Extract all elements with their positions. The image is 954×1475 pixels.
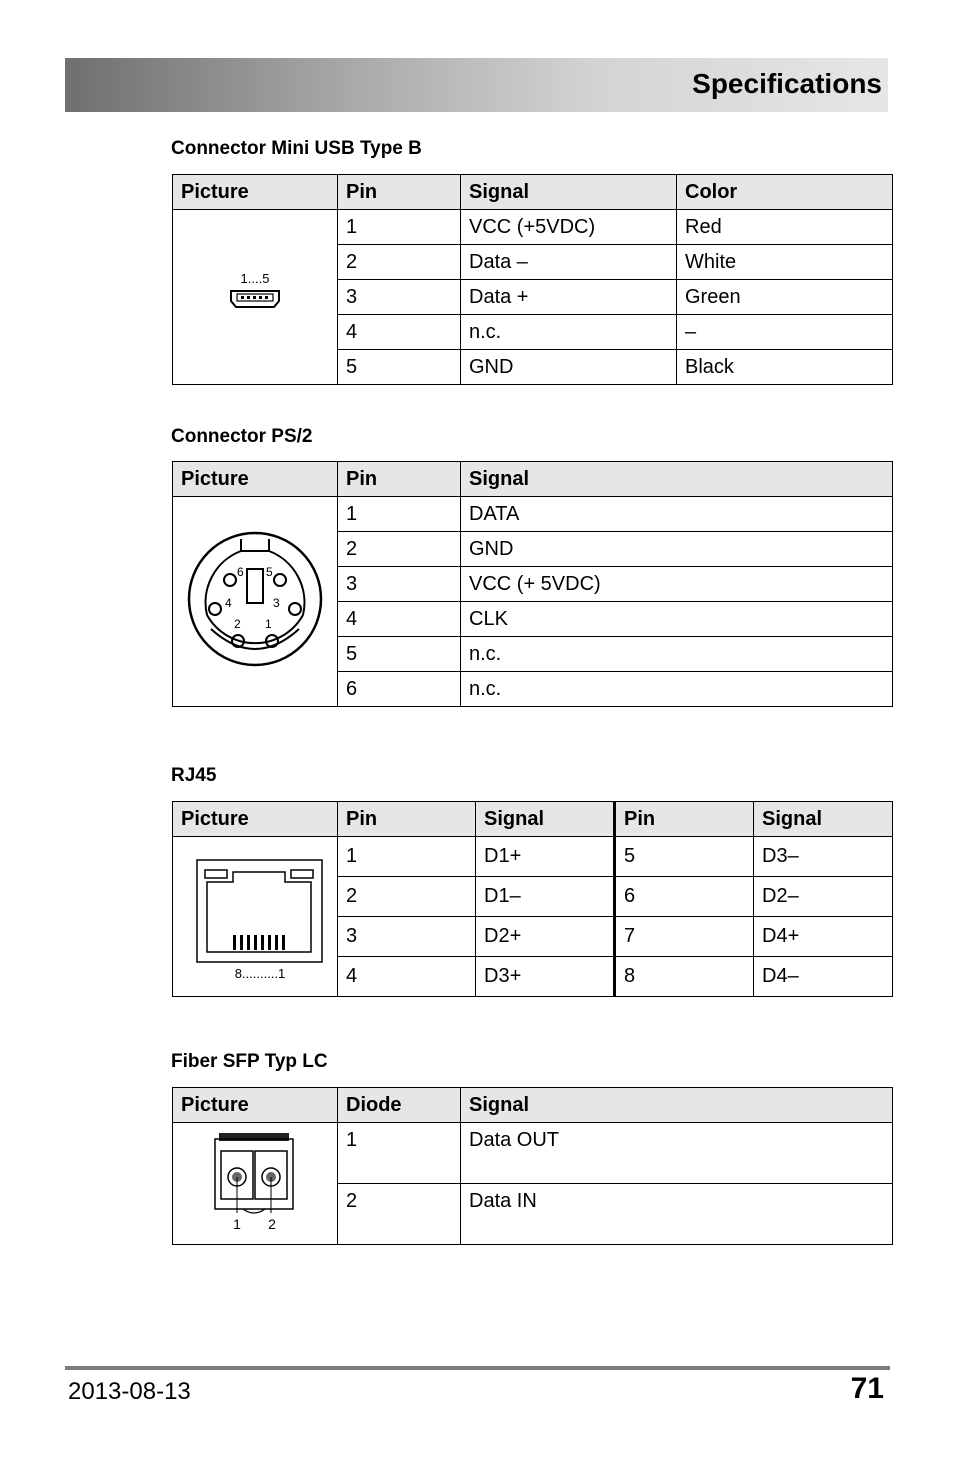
column-header: Pin	[338, 802, 476, 837]
pin-cell: 3	[338, 567, 461, 602]
usb-table	[172, 174, 893, 385]
ps2-pin-number: 4	[225, 595, 232, 610]
pin-cell: 4	[338, 957, 476, 997]
sfp-connector-picture	[173, 1123, 338, 1245]
column-header: Diode	[338, 1088, 461, 1123]
table-row	[173, 1123, 893, 1184]
column-header: Picture	[173, 802, 338, 837]
usb-section-title: Connector Mini USB Type B	[171, 138, 422, 159]
pin-cell: 4	[338, 602, 461, 637]
column-header: Picture	[173, 175, 338, 210]
signal-cell: D3–	[754, 837, 893, 877]
signal-cell: D1–	[476, 877, 615, 917]
signal-cell: VCC (+ 5VDC)	[461, 567, 893, 602]
pin-cell: 4	[338, 315, 461, 350]
sfp-diode-label: 2	[268, 1215, 276, 1232]
signal-cell: n.c.	[461, 315, 677, 350]
usb-pin-label: 1....5	[240, 271, 270, 286]
diode-cell: 1	[338, 1123, 461, 1184]
sfp-diode-label: 1	[233, 1215, 241, 1232]
column-header: Picture	[173, 1088, 338, 1123]
signal-cell: GND	[461, 532, 893, 567]
page-number: 71	[850, 1372, 884, 1405]
color-cell: –	[677, 315, 893, 350]
signal-cell: CLK	[461, 602, 893, 637]
column-header: Signal	[461, 175, 677, 210]
pin-cell: 6	[615, 877, 754, 917]
rj45-connector-icon	[185, 844, 325, 984]
ps2-pin-number: 1	[265, 616, 272, 631]
column-header: Color	[677, 175, 893, 210]
pin-cell: 5	[615, 837, 754, 877]
ps2-connector-picture	[173, 497, 338, 707]
diode-cell: 2	[338, 1184, 461, 1245]
column-header: Pin	[615, 802, 754, 837]
pin-cell: 7	[615, 917, 754, 957]
table-header-row	[173, 175, 893, 210]
pin-cell: 3	[338, 280, 461, 315]
table-header-row	[173, 802, 893, 837]
table-row	[173, 210, 893, 245]
column-header: Signal	[461, 1088, 893, 1123]
signal-cell: Data IN	[461, 1184, 893, 1245]
signal-cell: n.c.	[461, 672, 893, 707]
usb-connector-picture	[173, 210, 338, 385]
ps2-table	[172, 461, 893, 707]
pin-cell: 3	[338, 917, 476, 957]
sfp-section-title: Fiber SFP Typ LC	[171, 1051, 328, 1072]
pin-cell: 2	[338, 245, 461, 280]
pin-cell: 1	[338, 497, 461, 532]
pin-cell: 5	[338, 350, 461, 385]
ps2-pin-number: 3	[273, 595, 280, 610]
pin-cell: 2	[338, 532, 461, 567]
rj45-pin-label: 8..........1	[234, 965, 286, 981]
ps2-pin-number: 5	[266, 564, 273, 579]
header-bar	[65, 58, 888, 112]
pin-cell: 8	[615, 957, 754, 997]
mini-usb-connector-icon	[225, 269, 285, 319]
table-row	[173, 837, 893, 877]
table-header-row	[173, 462, 893, 497]
column-header: Signal	[754, 802, 893, 837]
footer-date: 2013-08-13	[68, 1378, 191, 1405]
footer-divider	[65, 1366, 890, 1370]
sfp-table	[172, 1087, 893, 1245]
signal-cell: D2–	[754, 877, 893, 917]
pin-cell: 5	[338, 637, 461, 672]
pin-cell: 1	[338, 837, 476, 877]
column-header: Pin	[338, 175, 461, 210]
signal-cell: Data OUT	[461, 1123, 893, 1184]
pin-cell: 6	[338, 672, 461, 707]
ps2-connector-icon	[185, 529, 325, 669]
table-header-row	[173, 1088, 893, 1123]
pin-cell: 1	[338, 210, 461, 245]
signal-cell: DATA	[461, 497, 893, 532]
sfp-lc-connector-icon	[205, 1125, 305, 1237]
signal-cell: D1+	[476, 837, 615, 877]
ps2-pin-number: 6	[237, 564, 244, 579]
pin-cell: 2	[338, 877, 476, 917]
signal-cell: D4+	[754, 917, 893, 957]
ps2-pin-number: 2	[234, 616, 241, 631]
signal-cell: D2+	[476, 917, 615, 957]
column-header: Signal	[476, 802, 615, 837]
signal-cell: Data +	[461, 280, 677, 315]
rj45-connector-picture	[173, 837, 338, 997]
signal-cell: n.c.	[461, 637, 893, 672]
rj45-section-title: RJ45	[171, 765, 217, 786]
table-row	[173, 497, 893, 532]
ps2-section-title: Connector PS/2	[171, 426, 313, 447]
color-cell: Black	[677, 350, 893, 385]
page-title: Specifications	[692, 68, 882, 99]
column-header: Signal	[461, 462, 893, 497]
color-cell: White	[677, 245, 893, 280]
color-cell: Green	[677, 280, 893, 315]
signal-cell: Data –	[461, 245, 677, 280]
signal-cell: VCC (+5VDC)	[461, 210, 677, 245]
signal-cell: GND	[461, 350, 677, 385]
signal-cell: D4–	[754, 957, 893, 997]
signal-cell: D3+	[476, 957, 615, 997]
column-header: Pin	[338, 462, 461, 497]
color-cell: Red	[677, 210, 893, 245]
rj45-table	[172, 801, 893, 997]
column-header: Picture	[173, 462, 338, 497]
